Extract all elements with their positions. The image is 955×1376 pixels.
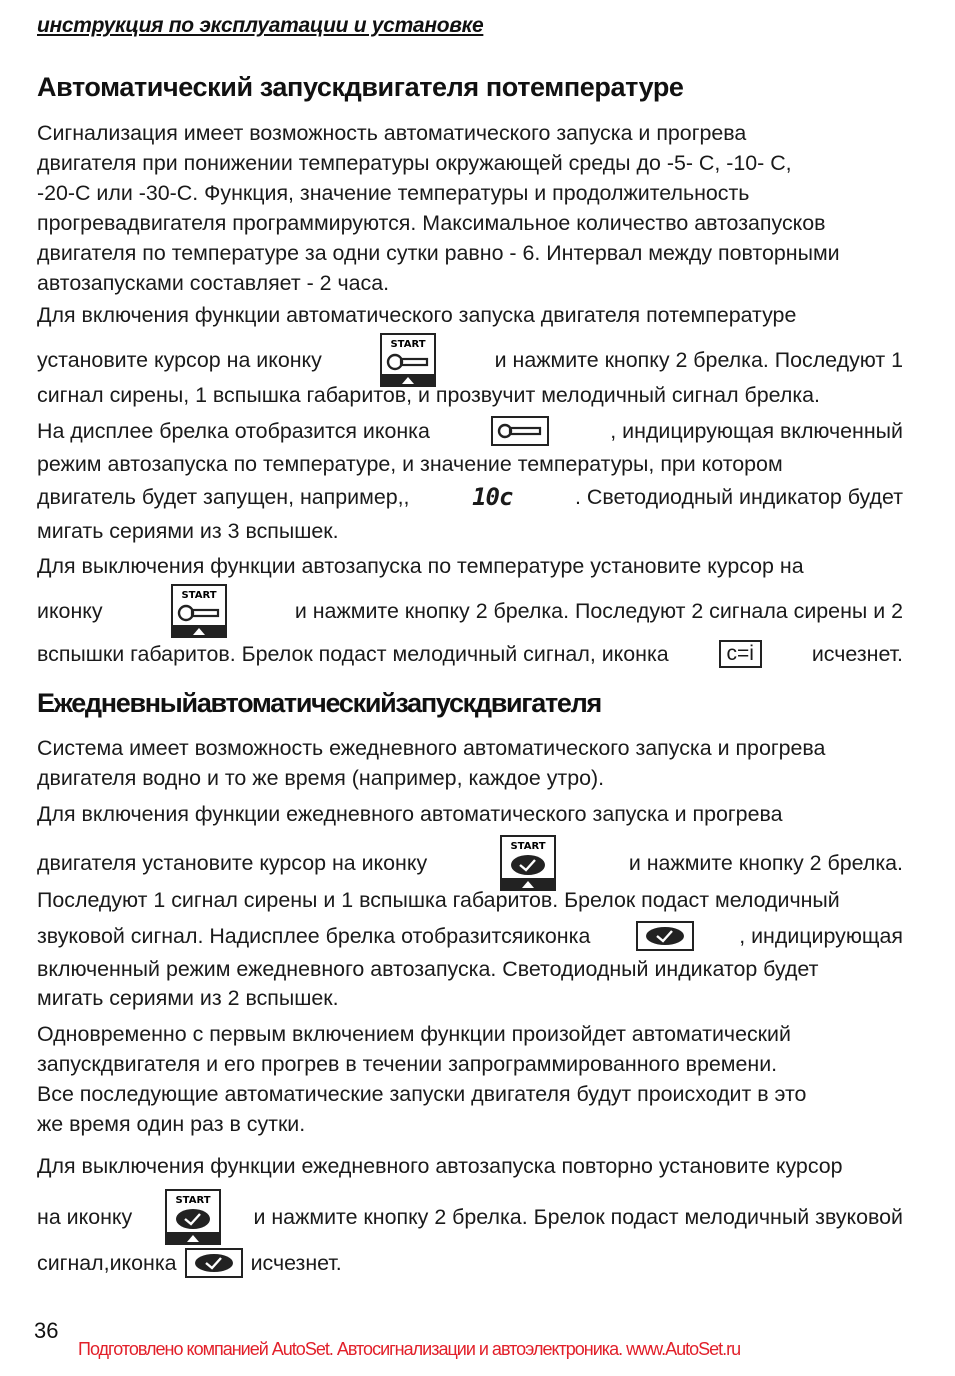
document-header: инструкция по эксплуатации и установке — [37, 14, 484, 37]
text: Последуют 1 сигнал сирены и 1 вспышка габаритов. Брелок подаст мелодичный — [37, 887, 840, 912]
text: двигатель будет запущен, например,, — [37, 484, 410, 509]
daily-enable-line — [37, 921, 903, 951]
text: , индицирующая — [739, 923, 903, 948]
ci-icon-label: c=i — [726, 642, 754, 665]
text: и нажмите кнопку 2 брелка. Брелок подаст мелодичный звуковой — [253, 1204, 903, 1229]
start-key-icon — [171, 584, 227, 638]
text: на иконку — [37, 1204, 133, 1229]
start-key-icon — [380, 333, 436, 387]
text: и нажмите кнопку 2 брелка. — [628, 850, 903, 875]
paragraph-line: же время один раз в сутки. — [37, 1112, 306, 1136]
text: На дисплее брелка отобразится иконка — [37, 418, 430, 443]
text: сигнал сирены, 1 вспышка габаритов, и прозвучит мелодичный сигнал брелка. — [37, 382, 820, 407]
temperature-display-value: 10c — [472, 483, 513, 511]
paragraph-line: запускдвигателя и его прогрев в течении запрограммированного времени. — [37, 1052, 778, 1076]
intro-line: Система имеет возможность ежедневного автоматического запуска и прогрева — [37, 736, 826, 760]
intro-line: двигателя при понижении температуры окружающей среды до -5- С, -10- С, — [37, 151, 792, 175]
text: и нажмите кнопку 2 брелка. Последуют 1 — [494, 347, 903, 372]
footer-credit: Подготовлено компанией AutoSet. Автосигнализации и автоэлектроника. www.AutoSet.ru — [78, 1339, 741, 1359]
text: двигателя установите курсор на иконку — [37, 850, 428, 875]
clock-display-icon — [185, 1248, 243, 1278]
text: мигать сериями из 3 вспышек. — [37, 518, 339, 543]
section-title-daily: Ежедневныйавтоматическийзапускдвигателя — [37, 688, 601, 718]
daily-disable-line — [37, 1151, 903, 1181]
intro-line: прогревадвигателя программируются. Максимальное количество автозапусков — [37, 211, 826, 235]
text: режим автозапуска по температуре, и значение температуры, при котором — [37, 451, 783, 476]
temp-enable-line — [37, 339, 903, 375]
text: Для включения функции ежедневного автоматического запуска и прогрева — [37, 801, 783, 826]
daily-disable-line — [37, 1248, 903, 1278]
text: иконку — [37, 598, 103, 623]
temp-enable-line — [37, 300, 903, 330]
text: , индицирующая включенный — [610, 418, 903, 443]
svg-text:START: START — [175, 1195, 211, 1206]
text: Для включения функции автоматического запуска двигателя потемпературе — [37, 302, 797, 327]
key-display-icon — [491, 416, 549, 446]
text: . Светодиодный индикатор будет — [574, 484, 903, 509]
intro-line: двигателя по температуре за одни сутки равно - 6. Интервал между повторными — [37, 241, 840, 265]
intro-line: автозапусками составляет - 2 часа. — [37, 271, 390, 295]
text: исчезнет. — [250, 1250, 342, 1275]
text: мигать сериями из 2 вспышек. — [37, 985, 339, 1010]
temp-disable-line — [37, 590, 903, 626]
paragraph-line: Одновременно с первым включением функции произойдет автоматический — [37, 1022, 791, 1046]
text: и нажмите кнопку 2 брелка. Последуют 2 сигнала сирены и 2 — [294, 598, 903, 623]
intro-line: двигателя водно и то же время (например, каждое утро). — [37, 766, 605, 790]
temp-enable-line — [37, 380, 903, 410]
text: Для выключения функции ежедневного автозапуска повторно установите курсор — [37, 1153, 843, 1178]
svg-text:START: START — [510, 841, 546, 852]
intro-line: Сигнализация имеет возможность автоматического запуска и прогрева — [37, 121, 747, 145]
daily-enable-line — [37, 983, 903, 1013]
daily-enable-line — [37, 841, 903, 878]
svg-text:START: START — [390, 339, 426, 350]
start-clock-icon — [165, 1189, 221, 1245]
text: вспышки габаритов. Брелок подаст мелодичный сигнал, иконка — [37, 641, 669, 666]
daily-simultaneous — [37, 1019, 903, 1139]
text: сигнал,иконка — [37, 1250, 177, 1275]
temp-disable-line — [37, 551, 903, 581]
text: установите курсор на иконку — [37, 347, 322, 372]
daily-disable-line — [37, 1195, 903, 1232]
ci-display-icon — [719, 640, 762, 668]
text: звуковой сигнал. Надисплее брелка отобразитсяиконка — [37, 923, 591, 948]
text: исчезнет. — [811, 641, 903, 666]
intro-line: -20-С или -30-С. Функция, значение температуры и продолжительность — [37, 181, 750, 205]
paragraph-line: Все последующие автоматические запуски двигателя будут происходит в это — [37, 1082, 807, 1106]
svg-text:START: START — [181, 590, 217, 601]
clock-display-icon — [636, 921, 694, 951]
daily-intro — [37, 733, 903, 793]
text: включенный режим ежедневного автозапуска. Светодиодный индикатор будет — [37, 956, 819, 981]
page-number: 36 — [34, 1318, 59, 1343]
daily-enable-line — [37, 954, 903, 984]
daily-enable-line — [37, 885, 903, 915]
section-title-temperature: Автоматический запускдвигателя потемпературе — [37, 72, 684, 102]
text: Для выключения функции автозапуска по температуре установите курсор на — [37, 553, 804, 578]
temp-enable-line — [37, 449, 903, 479]
temp-enable-line — [37, 482, 903, 512]
daily-enable-line — [37, 799, 903, 829]
start-clock-icon — [500, 835, 556, 891]
temp-enable-line — [37, 416, 903, 446]
temp-disable-line — [37, 639, 903, 669]
temperature-intro — [37, 118, 903, 298]
temp-enable-line — [37, 516, 903, 546]
